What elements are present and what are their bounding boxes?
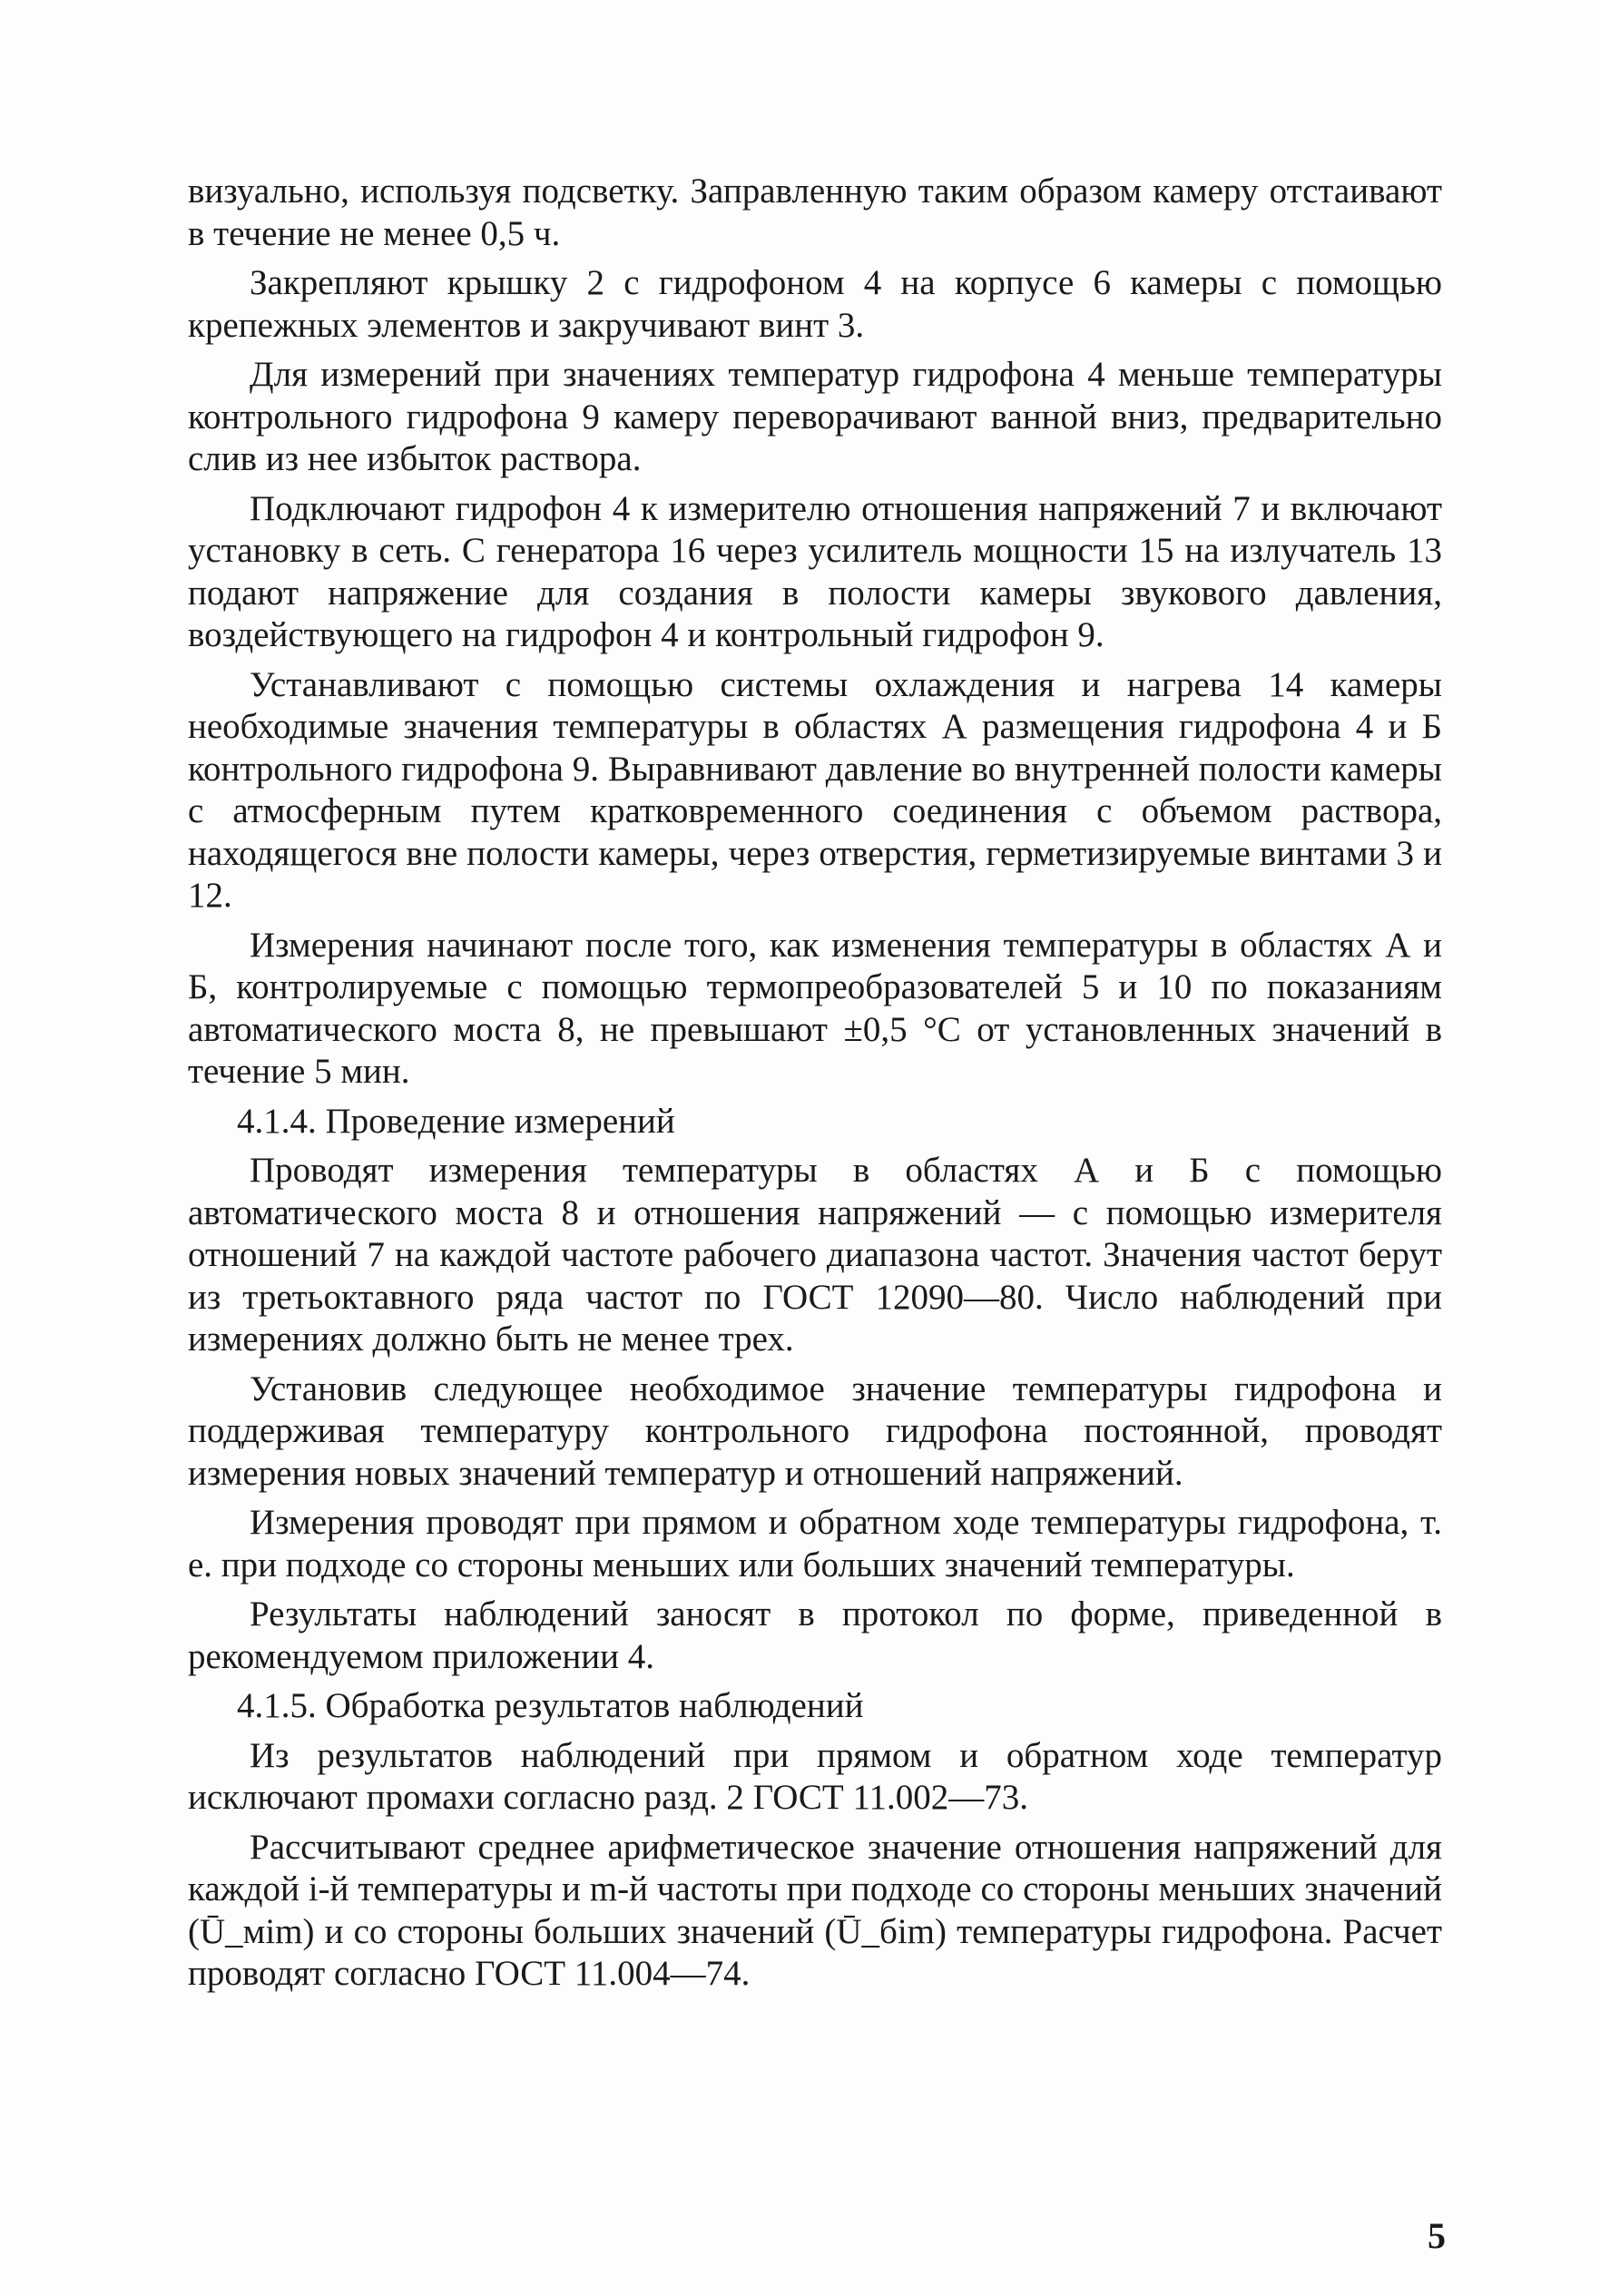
section-heading: 4.1.5. Обработка результатов наблюдений	[237, 1686, 864, 1725]
paragraph: Измерения проводят при прямом и обратном ходе температуры гидрофона, т. е. при подходе со стороны меньших или больших значений температуры.	[188, 1503, 1442, 1585]
body-text	[188, 171, 1442, 2003]
paragraph: визуально, используя подсветку. Заправленную таким образом камеру отстаивают в течение не менее 0,5 ч.	[188, 172, 1442, 253]
paragraph: Измерения начинают после того, как изменения температуры в областях А и Б, контролируемые с помощью термопреобразователей 5 и 10 по показаниям автоматического моста 8, не превышают ±0,5 °С от установленных значений в течение 5 мин.	[188, 925, 1442, 1091]
paragraph: Закрепляют крышку 2 с гидрофоном 4 на корпусе 6 камеры с помощью крепежных элементов и закручивают винт 3.	[188, 263, 1442, 345]
paragraph: Из результатов наблюдений при прямом и обратном ходе температур исключают промахи согласно разд. 2 ГОСТ 11.002—73.	[188, 1735, 1442, 1817]
page-number: 5	[1428, 2215, 1446, 2256]
paragraph: Устанавливают с помощью системы охлаждения и нагрева 14 камеры необходимые значения температуры в областях А размещения гидрофона 4 и Б контрольного гидрофона 9. Выравнивают давление во внутренней полости камеры с атмосферным путем кратковременного соединения с объемом раствора, находящегося вне полости камеры, через отверстия, герметизируемые винтами 3 и 12.	[188, 664, 1442, 915]
paragraph: Результаты наблюдений заносят в протокол по форме, приведенной в рекомендуемом приложении 4.	[188, 1594, 1442, 1676]
paragraph: Рассчитывают среднее арифметическое значение отношения напряжений для каждой i-й температуры и m-й частоты при подходе со стороны меньших значений (Ū_мim) и со стороны больших значений (Ū_бim) температуры гидрофона. Расчет проводят согласно ГОСТ 11.004—74.	[188, 1827, 1442, 1993]
section-heading: 4.1.4. Проведение измерений	[237, 1101, 675, 1141]
paragraph: Установив следующее необходимое значение температуры гидрофона и поддерживая температуру контрольного гидрофона постоянной, проводят измерения новых значений температур и отношений напряжений.	[188, 1369, 1442, 1493]
paragraph: Подключают гидрофон 4 к измерителю отношения напряжений 7 и включают установку в сеть. С генератора 16 через усилитель мощности 15 на излучатель 13 подают напряжение для создания в полости камеры звукового давления, воздействующего на гидрофон 4 и контрольный гидрофон 9.	[188, 488, 1442, 654]
paragraph: Проводят измерения температуры в областях А и Б с помощью автоматического моста 8 и отношения напряжений — с помощью измерителя отношений 7 на каждой частоте рабочего диапазона частот. Значения частот берут из третьоктавного ряда частот по ГОСТ 12090—80. Число наблюдений при измерениях должно быть не менее трех.	[188, 1151, 1442, 1359]
paragraph: Для измерений при значениях температур гидрофона 4 меньше температуры контрольного гидрофона 9 камеру переворачивают ванной вниз, предварительно слив из нее избыток раствора.	[188, 355, 1442, 478]
